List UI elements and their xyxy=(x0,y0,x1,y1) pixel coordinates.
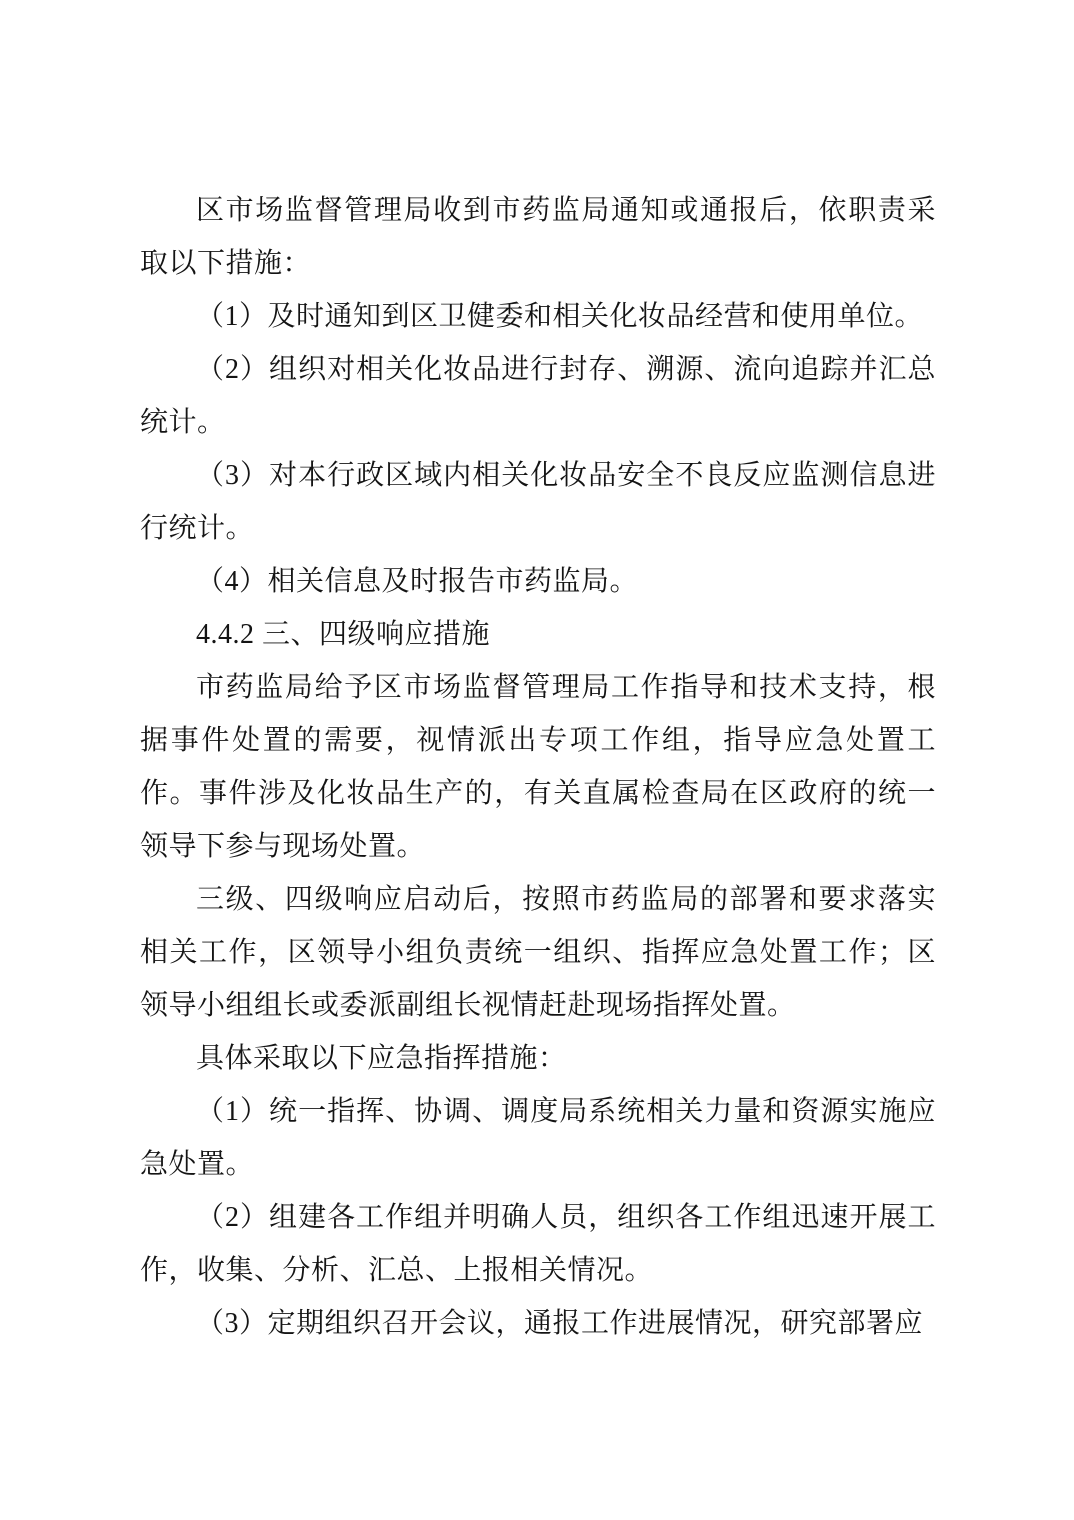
paragraph: （2）组织对相关化妆品进行封存、溯源、流向追踪并汇总统计。 xyxy=(140,354,936,438)
paragraph: 区市场监督管理局收到市药监局通知或通报后，依职责采取以下措施： xyxy=(140,195,936,279)
paragraph: （1）统一指挥、协调、调度局系统相关力量和资源实施应急处置。 xyxy=(140,1096,936,1180)
paragraph: （2）组建各工作组并明确人员，组织各工作组迅速开展工作，收集、分析、汇总、上报相关情况。 xyxy=(140,1202,936,1286)
paragraph: 三级、四级响应启动后，按照市药监局的部署和要求落实相关工作，区领导小组负责统一组织、指挥应急处置工作；区领导小组组长或委派副组长视情赶赴现场指挥处置。 xyxy=(140,884,936,1021)
section-heading: 4.4.2 三、四级响应措施 xyxy=(196,619,491,650)
paragraph: 具体采取以下应急指挥措施： xyxy=(196,1043,567,1074)
paragraph: （3）对本行政区域内相关化妆品安全不良反应监测信息进行统计。 xyxy=(140,460,936,544)
paragraph: （1）及时通知到区卫健委和相关化妆品经营和使用单位。 xyxy=(196,301,924,332)
document-body xyxy=(140,184,936,1350)
paragraph: （3）定期组织召开会议，通报工作进展情况，研究部署应 xyxy=(196,1308,924,1339)
paragraph: （4）相关信息及时报告市药监局。 xyxy=(196,566,639,597)
paragraph: 市药监局给予区市场监督管理局工作指导和技术支持，根据事件处置的需要，视情派出专项工作组，指导应急处置工作。事件涉及化妆品生产的，有关直属检查局在区政府的统一领导下参与现场处置。 xyxy=(140,672,936,862)
